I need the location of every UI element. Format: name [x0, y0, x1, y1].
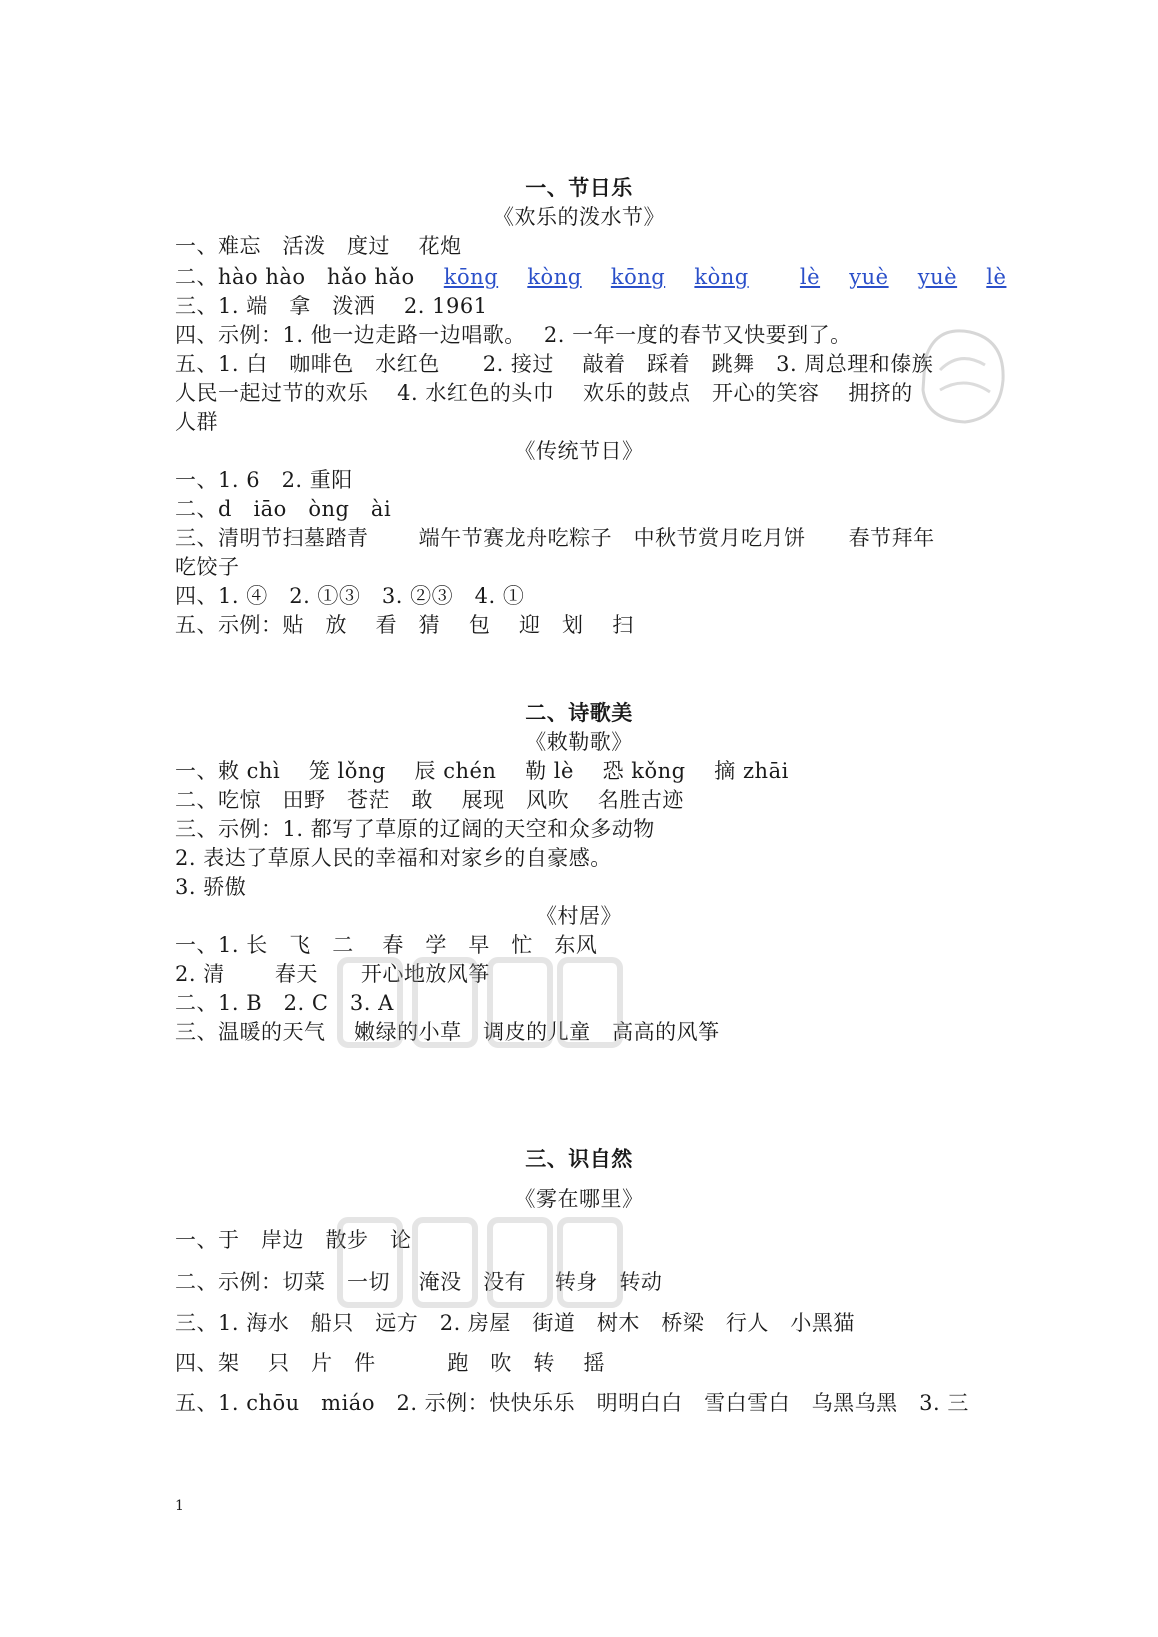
watermark-logo-icon: [335, 950, 625, 1060]
answer-line: 一、于 岸边 散步 论: [175, 1228, 412, 1252]
section-title: 一、节日乐: [525, 176, 633, 200]
answer-line: 三、1. 海水 船只 远方 2. 房屋 街道 树木 桥梁 行人 小黑猫: [175, 1311, 855, 1335]
pinyin-link[interactable]: kòng: [527, 265, 582, 289]
answer-line: 五、1. 白 咖啡色 水红色 2. 接过 敲着 踩着 跳舞 3. 周总理和傣族: [175, 352, 934, 376]
pinyin-link[interactable]: yuè: [849, 265, 889, 289]
answer-line: 二、d iāo òng ài: [175, 497, 392, 521]
answer-line: 三、温暖的天气 嫩绿的小草 调皮的儿童 高高的风筝: [175, 1020, 720, 1044]
answer-line: 四、1. ④ 2. ①③ 3. ②③ 4. ①: [175, 584, 525, 608]
answer-line: 三、示例：1. 都写了草原的辽阔的天空和众多动物: [175, 817, 655, 841]
watermark-logo-icon: [335, 1210, 625, 1320]
answer-line: 2. 表达了草原人民的幸福和对家乡的自豪感。: [175, 846, 612, 870]
answer-line: 2. 清 春天 开心地放风筝: [175, 962, 490, 986]
answer-prefix: 二、hào hào hǎo hǎo: [175, 265, 415, 289]
answer-line: 二、吃惊 田野 苍茫 敢 展现 风吹 名胜古迹: [175, 788, 684, 812]
section-title: 二、诗歌美: [525, 701, 633, 725]
answer-line: 三、1. 端 拿 泼洒 2. 1961: [175, 294, 488, 318]
lesson-title: 《欢乐的泼水节》: [493, 205, 665, 229]
answer-line: 吃饺子: [175, 555, 240, 579]
answer-line: 四、架 只 片 件 跑 吹 转 摇: [175, 1351, 606, 1375]
answer-line: 一、1. 长 飞 二 春 学 早 忙 东风: [175, 933, 598, 957]
lesson-title: 《村居》: [536, 904, 622, 928]
answer-line: 一、1. 6 2. 重阳: [175, 468, 353, 492]
pinyin-link[interactable]: lè: [986, 265, 1007, 289]
pinyin-link[interactable]: kòng: [694, 265, 749, 289]
answer-line: 3. 骄傲: [175, 875, 247, 899]
answer-line: 二、1. B 2. C 3. A: [175, 991, 394, 1015]
answer-line: 人民一起过节的欢乐 4. 水红色的头巾 欢乐的鼓点 开心的笑容 拥挤的: [175, 381, 913, 405]
pinyin-link[interactable]: lè: [799, 265, 821, 289]
answer-line: 四、示例：1. 他一边走路一边唱歌。 2. 一年一度的春节又快要到了。: [175, 323, 852, 347]
answer-line-pinyin: [175, 263, 1006, 291]
answer-line: 人群: [175, 410, 218, 434]
answer-line: 五、示例：贴 放 看 猜 包 迎 划 扫: [175, 613, 634, 637]
section-title: 三、识自然: [525, 1147, 633, 1171]
pinyin-link[interactable]: kōng: [443, 265, 499, 289]
pinyin-link[interactable]: yuè: [917, 265, 958, 289]
stamp-icon: [915, 320, 1015, 430]
lesson-title: 《传统节日》: [514, 439, 644, 463]
answer-line: 五、1. chōu miáo 2. 示例：快快乐乐 明明白白 雪白雪白 乌黑乌黑 3. 三: [175, 1391, 969, 1415]
pinyin-link[interactable]: kōng: [610, 265, 666, 289]
lesson-title: 《雾在哪里》: [514, 1187, 644, 1211]
page-number: 1: [175, 1498, 184, 1514]
answer-line: 三、清明节扫墓踏青 端午节赛龙舟吃粽子 中秋节赏月吃月饼 春节拜年: [175, 526, 935, 550]
answer-line: 一、敕 chì 笼 lǒng 辰 chén 勒 lè 恐 kǒng 摘 zhāi: [175, 759, 789, 783]
answer-line: 一、难忘 活泼 度过 花炮: [175, 234, 462, 258]
lesson-title: 《敕勒歌》: [525, 730, 633, 754]
answer-line: 二、示例：切菜 一切 淹没 没有 转身 转动: [175, 1270, 663, 1294]
